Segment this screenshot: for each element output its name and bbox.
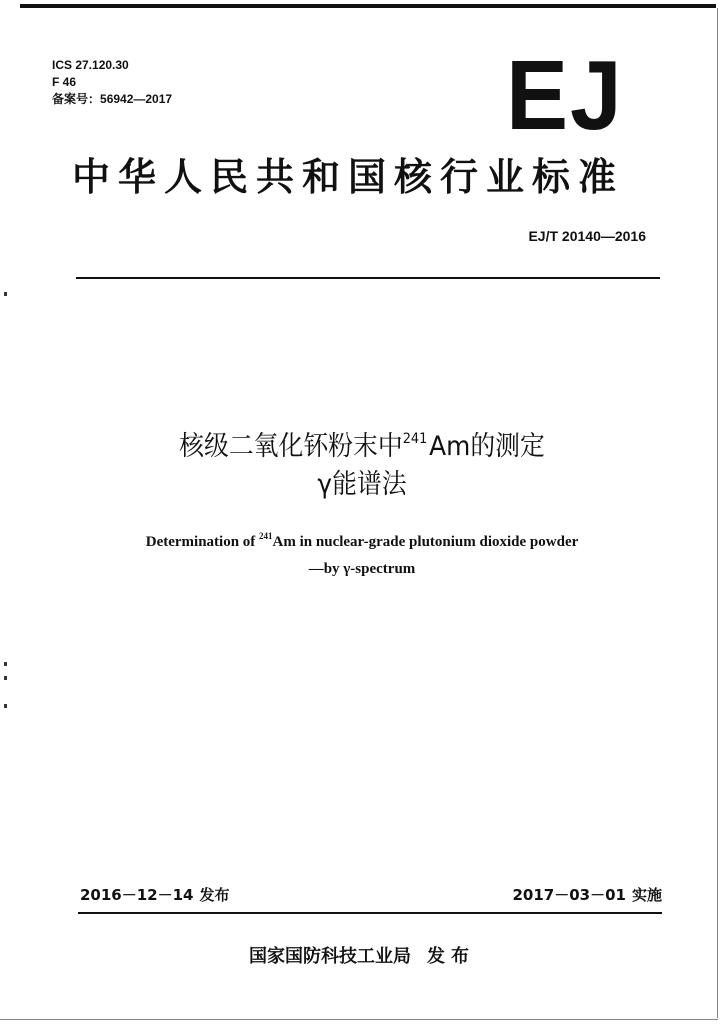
page-bottom-edge: [0, 1019, 718, 1020]
english-title: [0, 523, 724, 583]
chinese-title-part-1: 核级二氧化钚粉末中: [179, 431, 403, 462]
english-isotope-mass: 241: [259, 531, 273, 541]
page-right-edge: [717, 8, 718, 1018]
chinese-title-line-1: [29, 420, 695, 466]
chinese-title-part-2: 的测定: [470, 431, 545, 462]
top-border-rule: [20, 4, 716, 8]
record-number-line: [52, 91, 172, 108]
publisher-name: 国家国防科技工业局: [249, 946, 411, 967]
implementation-date-line: [512, 884, 662, 905]
issue-label: 发布: [199, 886, 230, 904]
standard-number: EJ/T 20140—2016: [528, 228, 646, 244]
scan-artifact: [4, 676, 7, 680]
publisher-line: [0, 942, 724, 968]
implementation-date: 2017－03－01: [512, 886, 626, 904]
publisher-action: 发布: [427, 946, 475, 967]
scan-artifact: [4, 704, 7, 708]
chinese-isotope-mass: 241: [402, 431, 428, 447]
chinese-title: [29, 420, 695, 504]
ccs-code: F 46: [52, 75, 77, 89]
issue-date-line: [80, 884, 230, 905]
english-title-line-1: [0, 523, 724, 556]
implementation-label: 实施: [631, 886, 662, 904]
chinese-title-line-2: γ能谱法: [317, 469, 407, 500]
issue-date: 2016－12－14: [80, 886, 194, 904]
english-title-line-2: —by γ-spectrum: [308, 561, 416, 577]
english-title-part-2: Am in nuclear-grade plutonium dioxide powder: [272, 534, 579, 550]
ics-code: ICS 27.120.30: [52, 58, 129, 72]
scan-artifact: [4, 292, 7, 296]
chinese-isotope-symbol: Am: [429, 431, 471, 462]
standard-title: 中华人民共和国核行业标准: [72, 155, 625, 199]
scan-artifact: [4, 662, 7, 666]
english-title-part-1: Determination of: [145, 534, 256, 550]
classification-block: [52, 57, 172, 108]
ej-logo: EJ: [506, 40, 624, 150]
footer-divider: [78, 912, 662, 914]
record-number: 56942—2017: [100, 92, 173, 106]
record-label: 备案号：: [52, 92, 101, 106]
header-divider: [76, 277, 660, 279]
